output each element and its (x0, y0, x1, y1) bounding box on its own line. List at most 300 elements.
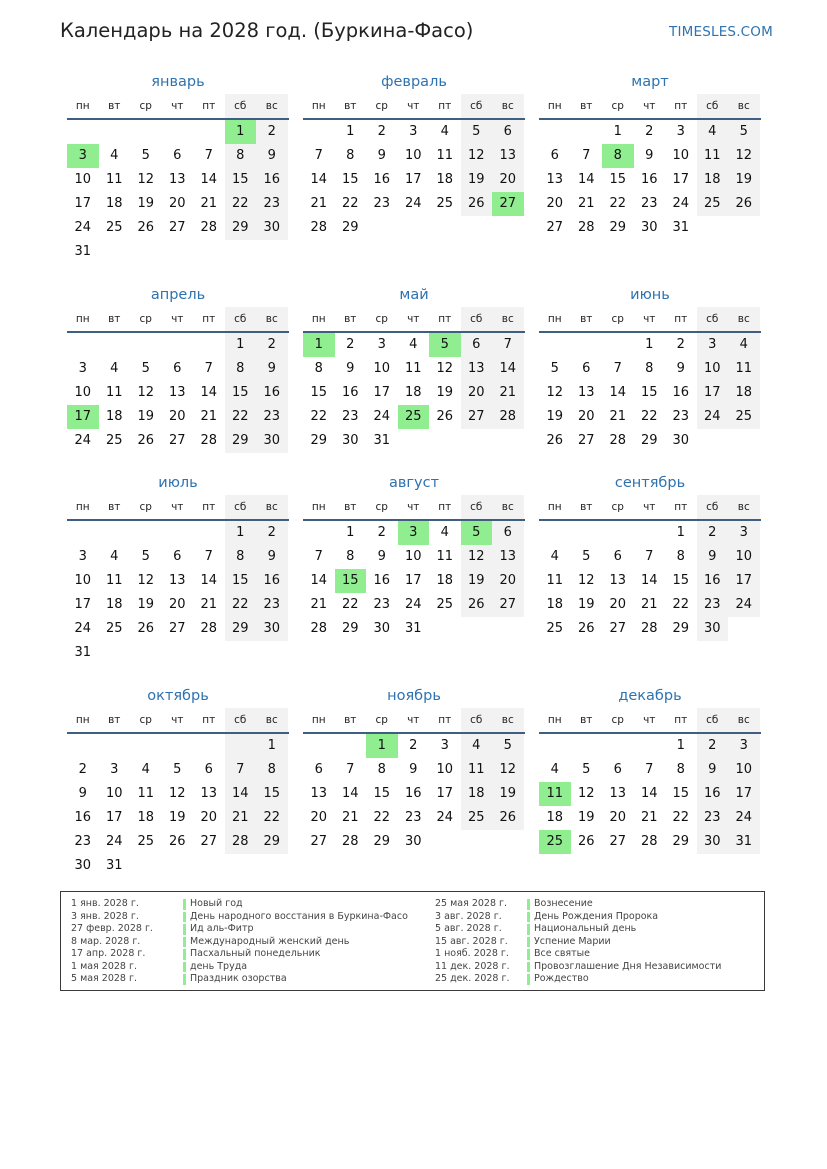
day-cell: 16 (404, 786, 422, 801)
weekday-label: пт (674, 501, 688, 513)
day-cell: 4 (697, 120, 729, 144)
day-cell: 8 (225, 144, 257, 168)
empty-cell (335, 734, 367, 758)
day-cell: 1 (366, 734, 398, 758)
legend-color-marker (183, 912, 186, 923)
weekday-header (303, 708, 525, 734)
weekday-label: чт (407, 313, 420, 325)
day-cell: 28 (577, 220, 595, 235)
day-cell: 11 (436, 148, 454, 163)
day-cell: 17 (728, 782, 760, 806)
weekday-label: ср (611, 100, 624, 112)
month-name: январь (151, 74, 205, 90)
weekday-label: пн (547, 714, 562, 726)
weekday-label: вс (256, 94, 288, 118)
day-cell: 30 (74, 858, 92, 873)
legend-holiday-name: Все святые (534, 948, 591, 959)
weekday-label: чт (643, 100, 656, 112)
day-cell: 6 (314, 762, 323, 777)
day-cell: 30 (256, 617, 288, 641)
day-cell: 28 (310, 220, 328, 235)
weekday-label: чт (407, 100, 420, 112)
weekday-label: пт (438, 501, 452, 513)
day-cell: 22 (341, 597, 359, 612)
day-cell: 28 (341, 834, 359, 849)
empty-cell (492, 216, 524, 240)
day-cell: 25 (697, 192, 729, 216)
legend-date: 25 мая 2028 г. (435, 898, 508, 909)
month-name: июнь (630, 287, 670, 303)
day-cell: 17 (67, 405, 99, 429)
day-cell: 12 (461, 144, 493, 168)
empty-cell (697, 216, 729, 240)
month-name: март (631, 74, 669, 90)
day-cell: 7 (613, 361, 622, 376)
day-cell: 19 (436, 385, 454, 400)
day-cell: 17 (74, 196, 92, 211)
empty-cell (571, 120, 603, 144)
day-cell: 2 (697, 734, 729, 758)
day-cell: 21 (492, 381, 524, 405)
day-cell: 8 (676, 549, 685, 564)
empty-cell (99, 734, 131, 758)
day-cell: 18 (436, 573, 454, 588)
day-cell: 11 (546, 573, 564, 588)
day-cell: 3 (440, 738, 449, 753)
weekday-label: вт (344, 501, 357, 513)
day-cell: 16 (373, 573, 391, 588)
weekday-label: пт (674, 313, 688, 325)
weekday-label: пн (75, 501, 90, 513)
day-cell: 26 (546, 433, 564, 448)
day-cell: 25 (137, 834, 155, 849)
weekday-label: сб (461, 94, 493, 118)
day-cell: 26 (137, 433, 155, 448)
day-cell: 10 (672, 148, 690, 163)
day-cell: 24 (404, 597, 422, 612)
day-cell: 13 (609, 786, 627, 801)
day-cell: 30 (404, 834, 422, 849)
day-cell: 12 (577, 786, 595, 801)
day-cell: 27 (577, 433, 595, 448)
day-cell: 17 (74, 597, 92, 612)
day-cell: 23 (74, 834, 92, 849)
empty-cell (571, 333, 603, 357)
day-cell: 27 (461, 405, 493, 429)
day-cell: 5 (173, 762, 182, 777)
month-name: декабрь (618, 688, 682, 704)
day-grid (539, 333, 761, 453)
empty-cell (225, 240, 257, 264)
empty-cell (429, 617, 461, 641)
day-cell: 28 (200, 433, 218, 448)
empty-cell (162, 333, 194, 357)
day-cell: 5 (141, 361, 150, 376)
day-grid (67, 734, 289, 878)
day-grid (67, 521, 289, 665)
weekday-label: вс (256, 495, 288, 519)
day-cell: 29 (672, 621, 690, 636)
day-cell: 18 (461, 782, 493, 806)
weekday-label: ср (611, 313, 624, 325)
day-cell: 3 (728, 734, 760, 758)
weekday-label: вт (108, 100, 121, 112)
weekday-label: пн (311, 100, 326, 112)
legend-date: 3 авг. 2028 г. (435, 910, 502, 922)
day-cell: 7 (204, 148, 213, 163)
day-cell: 13 (609, 573, 627, 588)
weekday-label: чт (171, 100, 184, 112)
day-cell: 10 (436, 762, 454, 777)
day-cell: 2 (346, 337, 355, 352)
day-cell: 30 (697, 617, 729, 641)
empty-cell (398, 429, 430, 453)
day-cell: 10 (697, 357, 729, 381)
day-cell: 29 (310, 433, 328, 448)
legend-color-marker (527, 974, 530, 985)
empty-cell (130, 641, 162, 665)
day-cell: 9 (256, 357, 288, 381)
day-cell: 22 (609, 196, 627, 211)
day-cell: 29 (256, 830, 288, 854)
empty-cell (225, 641, 257, 665)
day-cell: 31 (74, 645, 92, 660)
day-cell: 26 (577, 621, 595, 636)
day-cell: 12 (461, 545, 493, 569)
day-cell: 1 (225, 333, 257, 357)
day-cell: 10 (373, 361, 391, 376)
empty-cell (539, 734, 571, 758)
day-cell: 5 (429, 333, 461, 357)
day-cell: 9 (78, 786, 87, 801)
day-cell: 21 (200, 409, 218, 424)
day-cell: 21 (225, 806, 257, 830)
day-cell: 17 (404, 172, 422, 187)
site-brand-link[interactable]: TIMESLES.COM (669, 24, 773, 40)
day-cell: 30 (256, 429, 288, 453)
day-cell: 2 (256, 521, 288, 545)
empty-cell (99, 333, 131, 357)
weekday-label: чт (407, 714, 420, 726)
day-cell: 17 (697, 381, 729, 405)
day-cell: 28 (640, 621, 658, 636)
day-cell: 15 (256, 782, 288, 806)
weekday-label: сб (697, 307, 729, 331)
day-cell: 20 (577, 409, 595, 424)
day-cell: 12 (168, 786, 186, 801)
weekday-label: ср (375, 501, 388, 513)
day-cell: 9 (346, 361, 355, 376)
legend-holiday-name: день Труда (190, 960, 248, 972)
day-cell: 17 (373, 385, 391, 400)
day-cell: 25 (105, 433, 123, 448)
month-name: февраль (381, 74, 447, 90)
day-cell: 19 (137, 196, 155, 211)
weekday-label: пн (311, 501, 326, 513)
legend-holiday-name: Рождество (534, 973, 589, 984)
day-cell: 24 (74, 433, 92, 448)
day-cell: 4 (110, 148, 119, 163)
empty-cell (67, 734, 99, 758)
month-name: август (388, 475, 440, 491)
day-cell: 15 (609, 172, 627, 187)
day-cell: 5 (492, 734, 524, 758)
day-cell: 28 (200, 621, 218, 636)
empty-cell (193, 641, 225, 665)
weekday-label: сб (225, 708, 257, 732)
empty-cell (602, 521, 634, 545)
legend-holiday-name: Вознесение (534, 898, 593, 909)
day-cell: 3 (398, 521, 430, 545)
day-cell: 1 (676, 738, 685, 753)
day-cell: 6 (173, 549, 182, 564)
day-cell: 3 (728, 521, 760, 545)
empty-cell (130, 120, 162, 144)
empty-cell (225, 854, 257, 878)
day-cell: 13 (168, 573, 186, 588)
day-cell: 18 (728, 381, 760, 405)
weekday-header (67, 708, 289, 734)
weekday-header (539, 307, 761, 333)
legend-date: 25 дек. 2028 г. (435, 973, 510, 984)
day-cell: 2 (256, 333, 288, 357)
day-cell: 14 (341, 786, 359, 801)
day-cell: 27 (168, 220, 186, 235)
weekday-label: вс (492, 307, 524, 331)
weekday-label: пт (674, 100, 688, 112)
day-cell: 7 (314, 549, 323, 564)
day-cell: 29 (609, 220, 627, 235)
day-cell: 12 (137, 573, 155, 588)
day-cell: 23 (404, 810, 422, 825)
weekday-label: ср (375, 100, 388, 112)
day-cell: 13 (461, 357, 493, 381)
weekday-label: ср (139, 714, 152, 726)
day-cell: 22 (310, 409, 328, 424)
day-cell: 12 (137, 172, 155, 187)
weekday-label: ср (611, 501, 624, 513)
day-cell: 2 (645, 124, 654, 139)
day-cell: 7 (225, 758, 257, 782)
weekday-header (303, 495, 525, 521)
weekday-header (539, 495, 761, 521)
day-cell: 14 (310, 573, 328, 588)
day-cell: 24 (105, 834, 123, 849)
day-cell: 18 (105, 597, 123, 612)
day-cell: 25 (105, 220, 123, 235)
day-grid (539, 120, 761, 240)
day-cell: 31 (105, 858, 123, 873)
day-cell: 11 (404, 361, 422, 376)
day-cell: 7 (645, 762, 654, 777)
day-cell: 9 (377, 148, 386, 163)
weekday-label: чт (643, 714, 656, 726)
weekday-label: сб (461, 307, 493, 331)
day-cell: 4 (141, 762, 150, 777)
empty-cell (99, 240, 131, 264)
day-cell: 6 (204, 762, 213, 777)
empty-cell (256, 854, 288, 878)
day-cell: 31 (373, 433, 391, 448)
empty-cell (99, 120, 131, 144)
day-cell: 7 (582, 148, 591, 163)
weekday-label: пт (674, 714, 688, 726)
legend-color-marker (183, 937, 186, 948)
day-cell: 24 (728, 806, 760, 830)
month-block (67, 471, 289, 665)
day-cell: 1 (256, 734, 288, 758)
day-cell: 26 (137, 220, 155, 235)
weekday-label: сб (697, 495, 729, 519)
month-name: май (399, 287, 429, 303)
day-cell: 26 (436, 409, 454, 424)
day-cell: 14 (577, 172, 595, 187)
day-cell: 25 (105, 621, 123, 636)
day-cell: 2 (377, 525, 386, 540)
weekday-label: пн (311, 714, 326, 726)
empty-cell (162, 734, 194, 758)
day-cell: 16 (341, 385, 359, 400)
weekday-label: сб (461, 495, 493, 519)
weekday-label: сб (225, 495, 257, 519)
day-cell: 22 (373, 810, 391, 825)
empty-cell (492, 429, 524, 453)
legend-holiday-name: Успение Марии (534, 935, 611, 947)
day-cell: 13 (310, 786, 328, 801)
day-cell: 16 (697, 782, 729, 806)
weekday-header (67, 94, 289, 120)
weekday-label: вт (580, 100, 593, 112)
day-cell: 30 (697, 830, 729, 854)
day-cell: 10 (728, 545, 760, 569)
day-cell: 15 (310, 385, 328, 400)
day-cell: 26 (461, 192, 493, 216)
day-cell: 21 (341, 810, 359, 825)
empty-cell (728, 216, 760, 240)
day-cell: 15 (335, 569, 367, 593)
day-cell: 13 (577, 385, 595, 400)
empty-cell (461, 429, 493, 453)
weekday-label: сб (461, 708, 493, 732)
empty-cell (398, 216, 430, 240)
month-name: сентябрь (614, 475, 686, 491)
day-cell: 18 (546, 597, 564, 612)
day-cell: 10 (74, 172, 92, 187)
day-cell: 25 (539, 830, 571, 854)
weekday-label: пт (438, 714, 452, 726)
day-cell: 14 (200, 172, 218, 187)
weekday-label: вс (492, 495, 524, 519)
day-cell: 28 (310, 621, 328, 636)
day-cell: 29 (341, 621, 359, 636)
day-cell: 28 (609, 433, 627, 448)
empty-cell (162, 120, 194, 144)
day-cell: 12 (137, 385, 155, 400)
day-cell: 7 (204, 361, 213, 376)
legend-color-marker (183, 899, 186, 910)
day-cell: 29 (341, 220, 359, 235)
month-block (303, 684, 525, 854)
day-cell: 3 (78, 361, 87, 376)
day-grid (303, 521, 525, 641)
day-cell: 22 (640, 409, 658, 424)
day-cell: 13 (492, 545, 524, 569)
day-cell: 4 (461, 734, 493, 758)
empty-cell (303, 521, 335, 545)
day-cell: 4 (728, 333, 760, 357)
weekday-label: ср (139, 100, 152, 112)
empty-cell (162, 240, 194, 264)
day-cell: 8 (346, 549, 355, 564)
weekday-label: сб (225, 307, 257, 331)
day-cell: 2 (78, 762, 87, 777)
day-cell: 18 (105, 409, 123, 424)
day-cell: 2 (697, 521, 729, 545)
day-cell: 19 (546, 409, 564, 424)
day-cell: 14 (225, 782, 257, 806)
day-cell: 6 (492, 521, 524, 545)
day-cell: 7 (346, 762, 355, 777)
day-grid (67, 120, 289, 264)
day-cell: 10 (404, 148, 422, 163)
day-cell: 1 (225, 521, 257, 545)
day-cell: 24 (74, 621, 92, 636)
day-grid (539, 521, 761, 641)
day-cell: 7 (314, 148, 323, 163)
empty-cell (193, 734, 225, 758)
month-name: ноябрь (387, 688, 441, 704)
weekday-label: пн (75, 100, 90, 112)
empty-cell (130, 240, 162, 264)
weekday-label: вт (108, 501, 121, 513)
legend-color-marker (527, 937, 530, 948)
empty-cell (571, 734, 603, 758)
day-cell: 23 (256, 593, 288, 617)
day-cell: 12 (436, 361, 454, 376)
day-cell: 19 (168, 810, 186, 825)
day-cell: 6 (173, 361, 182, 376)
legend-date: 1 нояб. 2028 г. (435, 948, 509, 959)
day-cell: 18 (546, 810, 564, 825)
day-cell: 24 (404, 196, 422, 211)
day-cell: 27 (609, 621, 627, 636)
empty-cell (162, 641, 194, 665)
month-block (303, 471, 525, 641)
day-cell: 11 (105, 573, 123, 588)
day-cell: 27 (168, 621, 186, 636)
weekday-label: пт (202, 501, 216, 513)
day-cell: 10 (74, 385, 92, 400)
weekday-label: пн (75, 714, 90, 726)
day-cell: 23 (373, 196, 391, 211)
legend-date: 3 янв. 2028 г. (71, 910, 139, 922)
weekday-label: вс (492, 94, 524, 118)
legend-holiday-name: Праздник озорства (190, 973, 287, 984)
weekday-label: вт (344, 714, 357, 726)
day-cell: 11 (539, 782, 571, 806)
day-cell: 21 (310, 196, 328, 211)
empty-cell (67, 333, 99, 357)
day-cell: 16 (640, 172, 658, 187)
day-cell: 11 (461, 758, 493, 782)
day-cell: 31 (74, 244, 92, 259)
legend-color-marker (183, 974, 186, 985)
weekday-label: вт (344, 313, 357, 325)
day-cell: 5 (141, 549, 150, 564)
empty-cell (571, 521, 603, 545)
weekday-label: сб (225, 94, 257, 118)
day-cell: 24 (672, 196, 690, 211)
